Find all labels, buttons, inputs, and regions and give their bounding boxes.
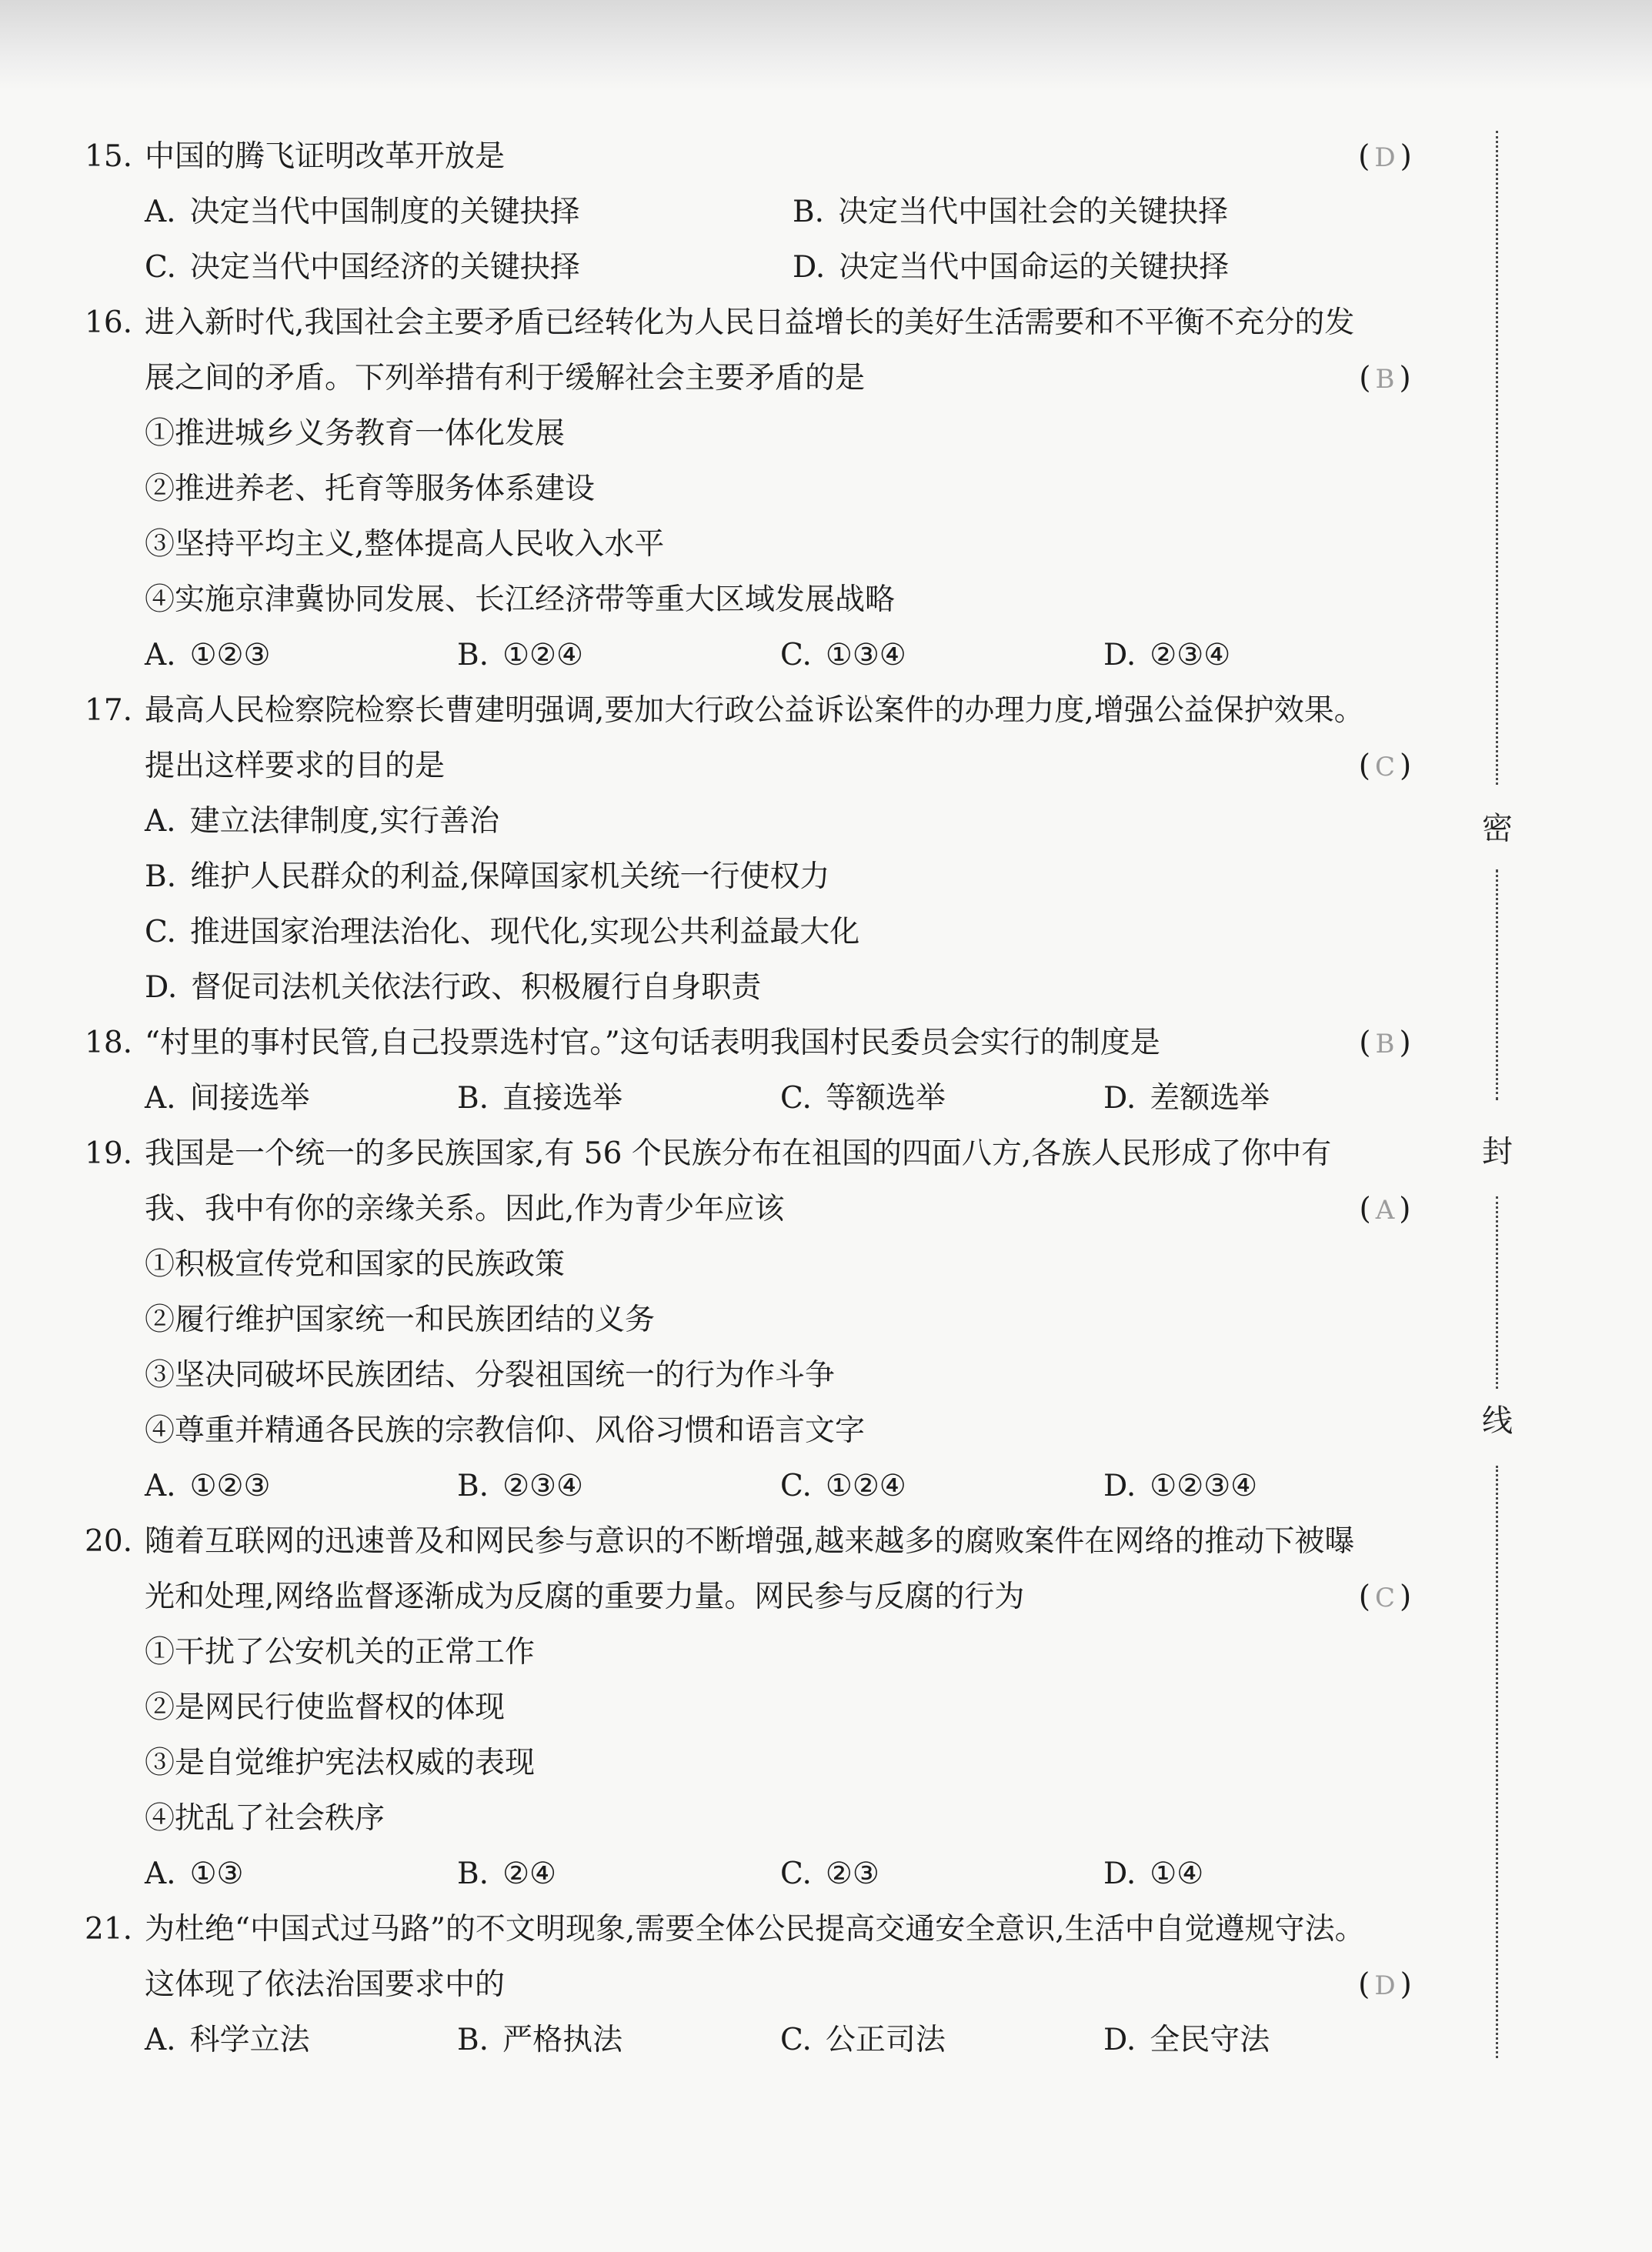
statement-text: ②推进养老、托育等服务体系建设 <box>145 472 596 506</box>
question-stem-line <box>85 1016 1439 1071</box>
question-number: 19. <box>85 1136 133 1171</box>
option-letter: B. <box>457 2023 489 2057</box>
statement-text: ③坚持平均主义,整体提高人民收入水平 <box>145 527 665 562</box>
options-row <box>85 185 1439 240</box>
question-number: 20. <box>85 1524 133 1559</box>
option-text: ②③④ <box>1150 638 1231 672</box>
option-c <box>780 628 906 683</box>
option-b <box>793 185 1228 240</box>
question-stem-line <box>85 351 1439 406</box>
option-letter: A. <box>145 638 176 672</box>
question-stem-text: 这体现了依法治国要求中的 <box>145 1967 506 2002</box>
option-text: 全民守法 <box>1150 2023 1270 2057</box>
seal-label-xian: 线 <box>1482 1403 1513 1439</box>
statement-line <box>85 462 1439 517</box>
option-d <box>1103 1071 1270 1126</box>
statement-text: ④尊重并精通各民族的宗教信仰、风俗习惯和语言文字 <box>145 1413 866 1448</box>
statement-line <box>85 1293 1439 1348</box>
option-text: ①③ <box>189 1857 244 1891</box>
option-text: 决定当代中国经济的关键抉择 <box>189 250 580 285</box>
option-text: ①②④ <box>825 1469 906 1503</box>
option-text: ②③④ <box>502 1469 583 1503</box>
option-letter: B. <box>457 1469 489 1503</box>
question-number: 18. <box>85 1026 133 1060</box>
option-d <box>1103 628 1230 683</box>
question-stem-line <box>85 295 1439 351</box>
seal-dotted-line <box>1496 1196 1498 1389</box>
option-c <box>145 240 580 295</box>
question-stem-line <box>85 1126 1439 1182</box>
option-letter: D. <box>793 250 826 285</box>
option-letter: D. <box>1103 1857 1136 1891</box>
statement-line <box>85 1736 1439 1791</box>
seal-dotted-line <box>1496 869 1498 1100</box>
question-stem-line <box>85 129 1439 185</box>
option-c <box>780 1847 879 1902</box>
option-text: ①③④ <box>825 638 906 672</box>
option-c <box>780 1071 946 1126</box>
option-d <box>1103 2013 1270 2068</box>
option-letter: B. <box>145 859 177 894</box>
option-a <box>145 1459 270 1514</box>
question-stem-line <box>85 1902 1439 1957</box>
options-row <box>85 1847 1439 1902</box>
option-text: 推进国家治理法治化、现代化,实现公共利益最大化 <box>189 915 860 949</box>
statement-text: ③是自觉维护宪法权威的表现 <box>145 1746 536 1780</box>
question-stem-line <box>85 1514 1439 1570</box>
option-letter: A. <box>145 1857 176 1891</box>
statement-line <box>85 1680 1439 1736</box>
option-text: 严格执法 <box>502 2023 623 2057</box>
option-text: 等额选举 <box>825 1081 946 1116</box>
statement-line <box>85 1237 1439 1293</box>
exam-page <box>85 129 1439 2068</box>
answer-bracket <box>1331 129 1439 185</box>
statement-line <box>85 1791 1439 1847</box>
option-text: 科学立法 <box>189 2023 310 2057</box>
answer-letter: C <box>1374 752 1395 782</box>
answer-close-paren: ) <box>1399 1026 1411 1060</box>
options-row <box>85 794 1439 849</box>
answer-bracket <box>1331 1570 1439 1626</box>
option-d <box>1103 1847 1203 1902</box>
option-d <box>1103 1459 1257 1514</box>
option-text: ①②③ <box>189 638 271 672</box>
answer-bracket <box>1331 739 1439 795</box>
statement-line <box>85 572 1439 628</box>
option-text: 差额选举 <box>1150 1081 1270 1116</box>
answer-open-paren: ( <box>1358 1580 1370 1614</box>
option-d <box>145 960 761 1016</box>
option-letter: C. <box>780 1081 812 1116</box>
answer-open-paren: ( <box>1358 749 1370 783</box>
answer-open-paren: ( <box>1359 1026 1371 1060</box>
answer-bracket <box>1331 1016 1439 1072</box>
seal-dotted-line <box>1496 131 1498 785</box>
seal-label-feng: 封 <box>1482 1134 1513 1169</box>
option-b <box>457 1459 583 1514</box>
answer-letter: D <box>1374 1970 1396 2001</box>
option-a <box>145 185 580 240</box>
option-text: ①④ <box>1150 1857 1204 1891</box>
option-a <box>145 628 270 683</box>
question-number: 17. <box>85 693 133 728</box>
scan-top-shadow <box>0 0 1652 92</box>
answer-letter: C <box>1374 1583 1395 1613</box>
question-stem-text: 光和处理,网络监督逐渐成为反腐的重要力量。网民参与反腐的行为 <box>145 1580 1025 1614</box>
options-row <box>85 628 1439 683</box>
option-text: ①②③④ <box>1150 1469 1258 1503</box>
option-letter: C. <box>145 915 176 949</box>
option-a <box>145 1847 244 1902</box>
option-c <box>780 2013 946 2068</box>
options-row <box>85 905 1439 960</box>
option-text: ①②③ <box>189 1469 271 1503</box>
answer-bracket <box>1331 351 1439 407</box>
answer-close-paren: ) <box>1399 361 1411 395</box>
statement-line <box>85 517 1439 572</box>
option-d <box>793 240 1229 295</box>
option-text: 督促司法机关依法行政、积极履行自身职责 <box>191 970 762 1005</box>
statement-text: ②履行维护国家统一和民族团结的义务 <box>145 1303 656 1337</box>
answer-letter: A <box>1375 1195 1395 1226</box>
option-letter: A. <box>145 195 176 229</box>
question-stem-line <box>85 1957 1439 2013</box>
option-c <box>145 905 859 960</box>
question-stem-text: 最高人民检察院检察长曹建明强调,要加大行政公益诉讼案件的办理力度,增强公益保护效果。 <box>145 693 1364 728</box>
statement-line <box>85 1625 1439 1680</box>
option-a <box>145 794 499 849</box>
question-stem-text: 随着互联网的迅速普及和网民参与意识的不断增强,越来越多的腐败案件在网络的推动下被曝 <box>145 1524 1355 1559</box>
option-b <box>457 628 583 683</box>
option-letter: B. <box>457 1857 489 1891</box>
question-number: 15. <box>85 139 133 174</box>
option-text: 公正司法 <box>825 2023 946 2057</box>
question-stem-line <box>85 739 1439 794</box>
option-b <box>457 1847 556 1902</box>
options-row <box>85 960 1439 1016</box>
option-letter: D. <box>1103 1469 1136 1503</box>
option-letter: C. <box>780 638 812 672</box>
answer-letter: B <box>1375 1029 1395 1059</box>
option-text: 决定当代中国制度的关键抉择 <box>189 195 580 229</box>
answer-open-paren: ( <box>1358 139 1370 174</box>
question-stem-text: 进入新时代,我国社会主要矛盾已经转化为人民日益增长的美好生活需要和不平衡不充分的发 <box>145 305 1355 340</box>
options-row <box>85 1459 1439 1514</box>
option-text: 决定当代中国命运的关键抉择 <box>839 250 1230 285</box>
option-a <box>145 2013 310 2068</box>
option-b <box>145 849 829 905</box>
question-stem-text: 我国是一个统一的多民族国家,有 56 个民族分布在祖国的四面八方,各族人民形成了你中有 <box>145 1136 1332 1171</box>
question-stem-text: 中国的腾飞证明改革开放是 <box>145 139 506 174</box>
option-letter: A. <box>145 2023 176 2057</box>
option-letter: D. <box>1103 2023 1136 2057</box>
answer-letter: B <box>1375 364 1395 395</box>
question-stem-line <box>85 1182 1439 1237</box>
statement-text: ②是网民行使监督权的体现 <box>145 1690 506 1725</box>
answer-close-paren: ) <box>1400 139 1412 174</box>
option-letter: C. <box>780 2023 812 2057</box>
answer-close-paren: ) <box>1400 749 1412 783</box>
statement-line <box>85 406 1439 462</box>
answer-close-paren: ) <box>1399 1192 1411 1226</box>
answer-letter: D <box>1374 142 1396 173</box>
option-text: 直接选举 <box>502 1081 623 1116</box>
statement-text: ④扰乱了社会秩序 <box>145 1801 385 1836</box>
statement-text: ①推进城乡义务教育一体化发展 <box>145 416 566 451</box>
options-row <box>85 849 1439 905</box>
question-stem-text: 展之间的矛盾。下列举措有利于缓解社会主要矛盾的是 <box>145 361 866 395</box>
answer-open-paren: ( <box>1359 361 1371 395</box>
question-stem-text: “村里的事村民管,自己投票选村官。”这句话表明我国村民委员会实行的制度是 <box>145 1026 1160 1060</box>
options-row <box>85 240 1439 295</box>
option-letter: C. <box>145 250 176 285</box>
option-letter: B. <box>457 1081 489 1116</box>
option-letter: D. <box>1103 1081 1136 1116</box>
option-b <box>457 2013 622 2068</box>
question-stem-text: 提出这样要求的目的是 <box>145 749 446 783</box>
question-stem-line <box>85 1570 1439 1625</box>
seal-dotted-line <box>1496 1466 1498 2058</box>
option-text: 决定当代中国社会的关键抉择 <box>838 195 1229 229</box>
option-letter: C. <box>780 1857 812 1891</box>
option-a <box>145 1071 310 1126</box>
option-text: 间接选举 <box>189 1081 310 1116</box>
question-number: 16. <box>85 305 133 340</box>
option-letter: D. <box>145 970 178 1005</box>
option-letter: B. <box>793 195 825 229</box>
answer-close-paren: ) <box>1400 1580 1412 1614</box>
question-stem-text: 为杜绝“中国式过马路”的不文明现象,需要全体公民提高交通安全意识,生活中自觉遵规守法。 <box>145 1912 1365 1947</box>
option-letter: A. <box>145 1469 176 1503</box>
question-number: 21. <box>85 1912 133 1947</box>
option-letter: A. <box>145 1081 176 1116</box>
option-letter: A. <box>145 804 176 839</box>
option-text: ②③ <box>825 1857 879 1891</box>
statement-line <box>85 1403 1439 1459</box>
seal-line-margin <box>1467 131 1528 2054</box>
option-b <box>457 1071 622 1126</box>
answer-bracket <box>1331 1182 1439 1238</box>
option-text: ①②④ <box>502 638 583 672</box>
option-text: 维护人民群众的利益,保障国家机关统一行使权力 <box>190 859 830 894</box>
option-text: ②④ <box>502 1857 556 1891</box>
statement-text: ④实施京津冀协同发展、长江经济带等重大区域发展战略 <box>145 582 896 617</box>
option-letter: D. <box>1103 638 1136 672</box>
answer-open-paren: ( <box>1358 1967 1370 2002</box>
answer-close-paren: ) <box>1400 1967 1412 2002</box>
options-row <box>85 2013 1439 2068</box>
option-letter: B. <box>457 638 489 672</box>
statement-text: ①干扰了公安机关的正常工作 <box>145 1635 536 1670</box>
option-text: 建立法律制度,实行善治 <box>189 804 499 839</box>
question-stem-line <box>85 683 1439 739</box>
seal-label-mi: 密 <box>1482 811 1513 846</box>
statement-text: ①积极宣传党和国家的民族政策 <box>145 1247 566 1282</box>
options-row <box>85 1071 1439 1126</box>
answer-open-paren: ( <box>1359 1192 1371 1226</box>
question-stem-text: 我、我中有你的亲缘关系。因此,作为青少年应该 <box>145 1192 785 1226</box>
answer-bracket <box>1331 1957 1439 2013</box>
option-c <box>780 1459 906 1514</box>
statement-line <box>85 1348 1439 1403</box>
statement-text: ③坚决同破坏民族团结、分裂祖国统一的行为作斗争 <box>145 1358 836 1393</box>
option-letter: C. <box>780 1469 812 1503</box>
